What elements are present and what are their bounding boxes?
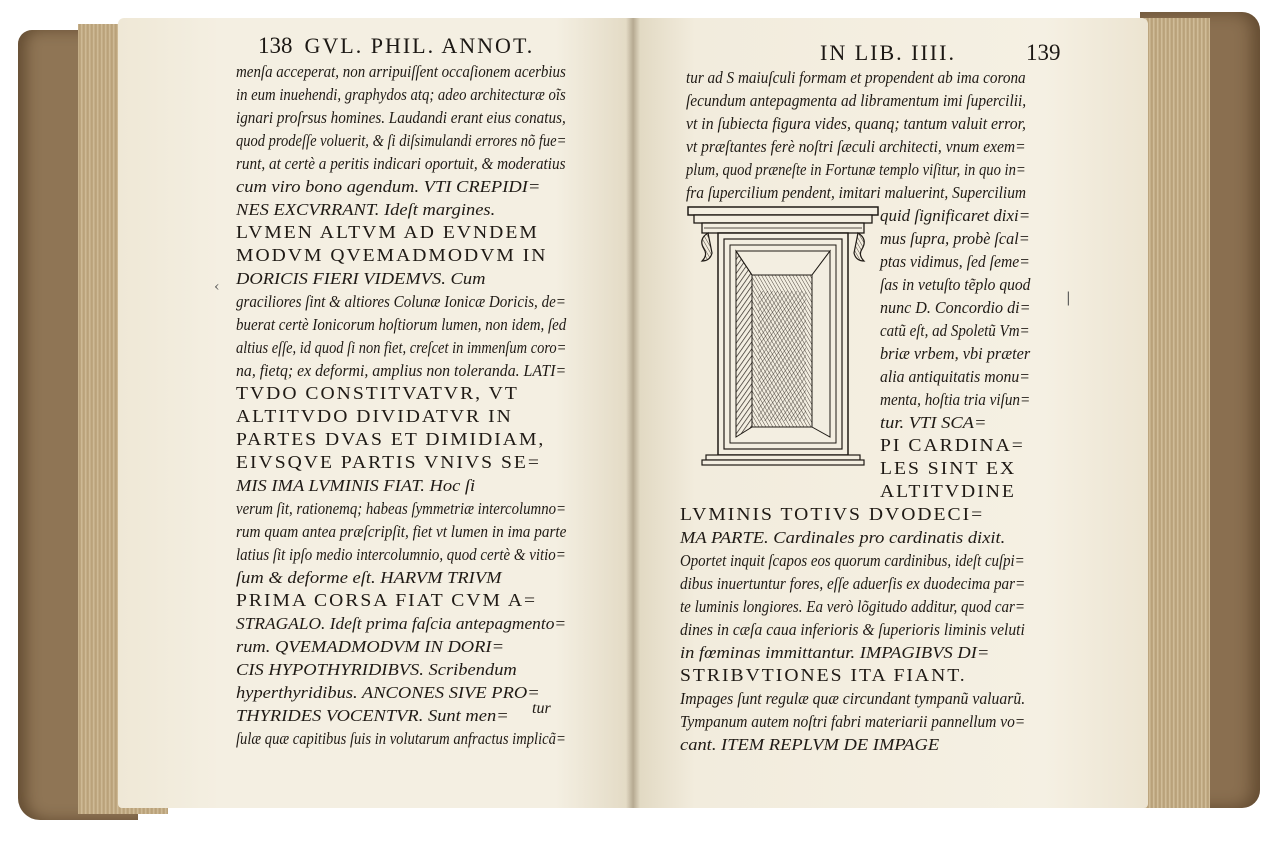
right-running-header — [820, 40, 1060, 66]
text-line: cant. ITEM REPLVM DE IMPAGE — [680, 735, 940, 754]
text-line: nunc D. Concordio di= — [880, 298, 1031, 317]
text-line: LVMEN ALTVM AD EVNDEM — [236, 222, 539, 242]
text-line: quod prodeſſe voluerit, & ſi diſsimulandi errores nõ fue= — [236, 131, 567, 150]
text-line: graciliores ſint & altiores Colunæ Ionicæ Doricis, de= — [236, 292, 566, 311]
text-line: TVDO CONSTITVATVR, VT — [236, 383, 519, 403]
text-line: EIVSQVE PARTIS VNIVS SE= — [236, 452, 541, 472]
text-line: rum quam antea præſcripſit, fiet vt lumen in ima parte — [236, 522, 567, 541]
left-page-number: 138 — [258, 33, 293, 58]
left-running-head: GVL. PHIL. ANNOT. — [304, 33, 535, 58]
right-page-number: 139 — [1025, 40, 1061, 65]
text-line: MIS IMA LVMINIS FIAT. Hoc ſi — [236, 476, 476, 495]
text-line: MA PARTE. Cardinales pro cardinatis dixit. — [680, 528, 1006, 547]
text-line: cum viro bono agendum. VTI CREPIDI= — [236, 177, 541, 196]
text-line: ALTITVDO DIVIDATVR IN — [236, 406, 513, 426]
text-line: hyperthyridibus. ANCONES SIVE PRO= — [236, 683, 540, 702]
text-line: buerat certè Ionicorum hoſtiorum lumen, non idem, ſed — [236, 315, 567, 334]
text-line: in eum inuehendi, graphydos atq; adeo architecturæ oĩs — [236, 85, 566, 104]
left-page-text — [236, 60, 613, 750]
text-line: fra ſupercilium pendent, imitari maluerint, Supercilium — [686, 183, 1027, 202]
doorway-woodcut-illustration — [686, 205, 882, 467]
text-line: verum ſit, rationemq; habeas ſymmetriæ intercolumno= — [236, 499, 566, 518]
margin-mark: ‹ — [214, 279, 220, 295]
text-line: ignari proſrsus homines. Laudandi erant eius conatus, — [236, 108, 566, 127]
text-line: ſulæ quæ capitibus ſuis in volutarum anfractus implicã= — [236, 729, 566, 748]
right-page-side-text — [880, 204, 1045, 503]
catchword: tur — [532, 700, 551, 717]
text-line: mus ſupra, probè ſcal= — [880, 229, 1030, 248]
text-line: ſecundum antepagmenta ad libramentum imi ſupercilii, — [686, 91, 1027, 110]
text-line: quid ſignificaret dixi= — [880, 206, 1031, 225]
text-line: tur ad S maiuſculi formam et propendent ab ima corona — [686, 68, 1026, 87]
text-line: PRIMA CORSA FIAT CVM A= — [236, 590, 538, 610]
text-line: STRIBVTIONES ITA FIANT. — [680, 665, 967, 685]
right-running-head: IN LIB. IIII. — [820, 40, 956, 65]
text-line: altius eſſe, id quod ſi non fiet, creſcet in immenſum coro= — [236, 338, 567, 357]
text-line: te luminis longiores. Ea verò lõgitudo additur, quod car= — [680, 597, 1026, 616]
text-line: rum. QVEMADMODVM IN DORI= — [236, 637, 505, 656]
text-line: dibus inuertuntur fores, eſſe aduerſis ex duodecima par= — [680, 574, 1026, 593]
text-line: ſum & deforme eſt. HARVM TRIVM — [236, 568, 502, 587]
text-line: NES EXCVRRANT. Ideſt margines. — [236, 200, 496, 219]
right-page-text-top — [686, 66, 1070, 204]
text-line: runt, at certè a peritis indicari oportuit, & moderatius — [236, 154, 566, 173]
text-line: ptas vidimus, ſed ſeme= — [880, 252, 1030, 271]
text-line: na, fietq; ex deformi, amplius non toleranda. LATI= — [236, 361, 567, 380]
text-line: dines in cæſa caua inferioris & ſuperioris liminis veluti — [680, 620, 1025, 639]
text-line: alia antiquitatis monu= — [880, 367, 1030, 386]
text-line: latius ſit ipſo medio intercolumnio, quod certè & vitio= — [236, 545, 566, 564]
text-line: catũ eſt, ad Spoletũ Vm= — [880, 321, 1030, 340]
text-line: in fœminas immittantur. IMPAGIBVS DI= — [680, 643, 990, 662]
text-line: LVMINIS TOTIVS DVODECI= — [680, 504, 985, 524]
text-line: CIS HYPOTHYRIDIBVS. Scribendum — [236, 660, 517, 679]
text-line: ALTITVDINE — [880, 481, 1016, 501]
text-line: briæ vrbem, vbi præter — [880, 344, 1031, 363]
text-line: plum, quod præneſte in Fortunæ templo viſitur, in quo in= — [686, 160, 1026, 179]
text-line: vt in ſubiecta figura vides, quanq; tantum valuit error, — [686, 114, 1026, 133]
text-line: Impages ſunt regulæ quæ circundant tympanũ valuarũ. — [680, 689, 1026, 708]
text-line: vt præſtantes ferè noſtri ſæculi architecti, vnum exem= — [686, 137, 1026, 156]
text-line: Tympanum autem noſtri fabri materiarii pannellum vo= — [680, 712, 1026, 731]
text-line: PARTES DVAS ET DIMIDIAM, — [236, 429, 546, 449]
text-line: tur. VTI SCA= — [880, 413, 987, 432]
text-line: MODVM QVEMADMODVM IN — [236, 245, 548, 265]
text-line: DORICIS FIERI VIDEMVS. Cum — [236, 269, 486, 288]
margin-mark: | — [1066, 290, 1071, 306]
text-line: menſa acceperat, non arripuiſſent occaſionem acerbius — [236, 62, 566, 81]
right-page-text-bottom — [680, 503, 1063, 756]
text-line: STRAGALO. Ideſt prima faſcia antepagmento= — [236, 614, 567, 633]
text-line: LES SINT EX — [880, 458, 1017, 478]
text-line: Oportet inquit ſcapos eos quorum cardinibus, ideſt cuſpi= — [680, 551, 1025, 570]
text-line: THYRIDES VOCENTVR. Sunt men= — [236, 706, 509, 725]
left-running-header — [258, 33, 534, 59]
text-line: ſas in vetuſto tẽplo quod — [880, 275, 1031, 294]
text-line: PI CARDINA= — [880, 435, 1025, 455]
text-line: menta, hoſtia tria viſun= — [880, 390, 1031, 409]
